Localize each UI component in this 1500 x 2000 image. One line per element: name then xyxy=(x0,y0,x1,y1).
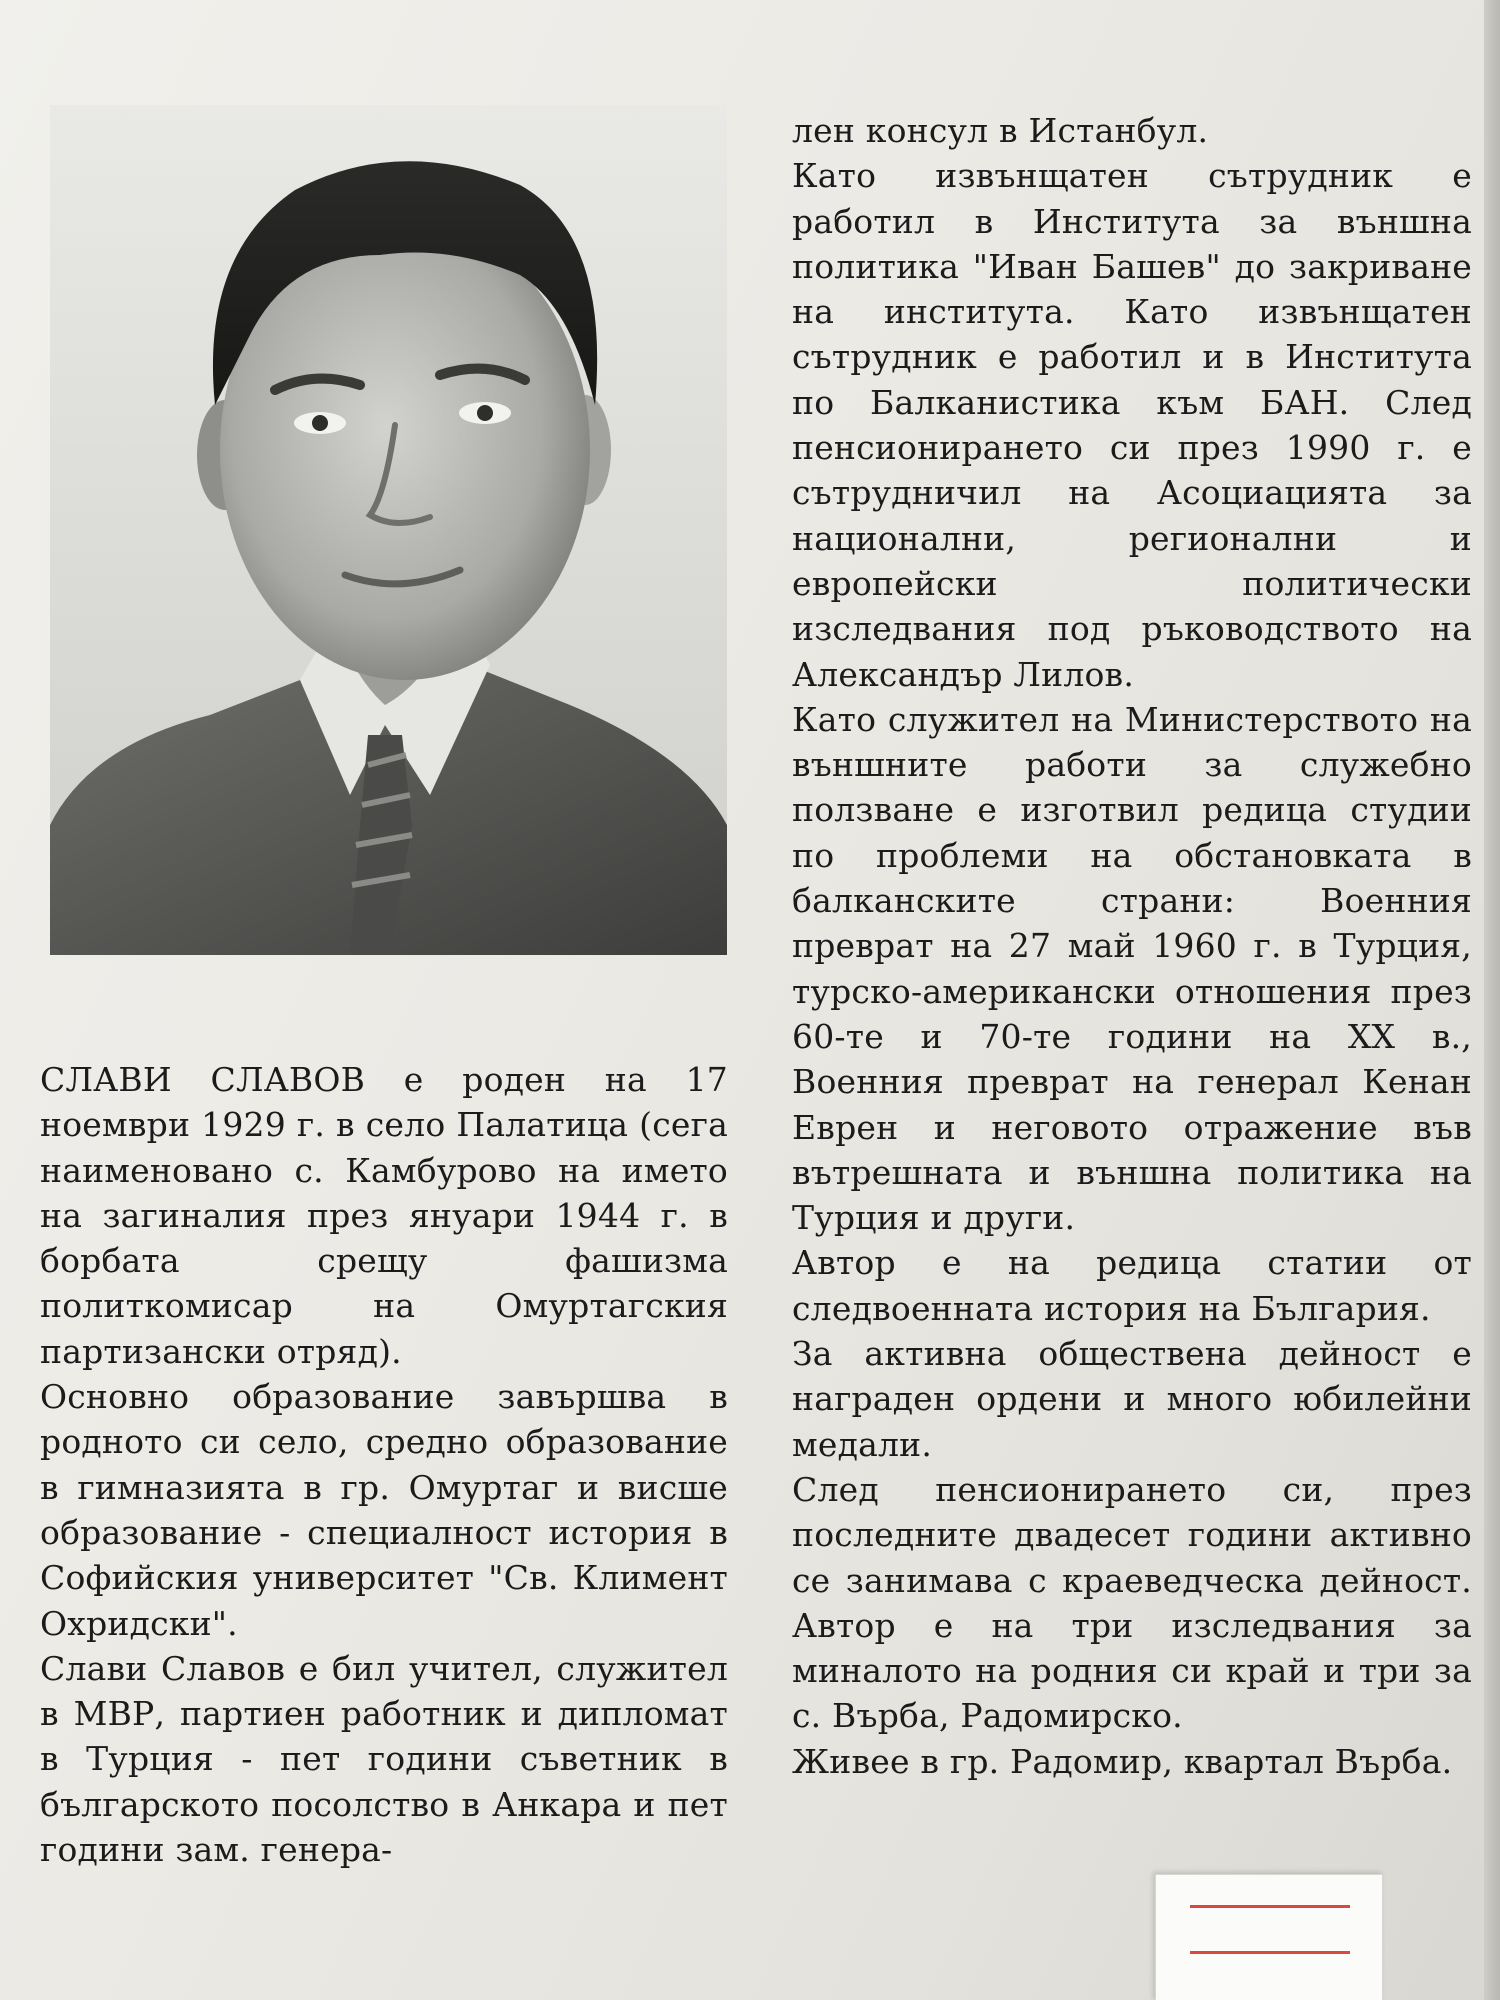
bio-paragraph: Живее в гр. Радомир, квартал Върба. xyxy=(792,1741,1453,1781)
bio-paragraph: Като извънщатен сътрудник е работил в Института за външна политика "Иван Башев" до закриване на института. Като извънщатен сътрудник е работил и в Института по Балканистика към БАН. След пенсионирането си през 1990 г. е сътрудничил на Асоциацията за национални, регионални и европейски политически изследвания под ръководството на Александър Лилов. xyxy=(792,156,1472,694)
bio-paragraph: За активна обществена дейност е награден ордени и много юбилейни медали. xyxy=(792,1334,1472,1464)
bio-paragraph: СЛАВИ СЛАВОВ е роден на 17 ноември 1929 г. в село Палатица (сега наименовано с. Камбурово на името на загиналия през януари 1944 г. в борбата срещу фашизма политкомисар на Омуртагския партизански отряд). xyxy=(40,1060,728,1371)
page-edge xyxy=(1484,0,1500,2000)
bio-paragraph: лен консул в Истанбул. xyxy=(792,111,1209,150)
bio-paragraph: Като служител на Министерството на външните работи за служебно ползване е изготвил редица студии по проблеми на обстановката в балканските страни: Военния преврат на 27 май 1960 г. в Турция, турско-американски отношения през 60-те и 70-те години на XX в., Военния преврат на генерал Кенан Еврен и неговото отражение във вътрешната и външна политика на Турция и други. xyxy=(792,699,1472,1238)
library-sticker xyxy=(1155,1874,1383,2000)
bio-paragraph: Слави Славов е бил учител, служител в МВР, партиен работник и дипломат в Турция - пет години съветник в българското посолство в Анкара и пет години зам. генера- xyxy=(40,1648,728,1870)
biography-right-column xyxy=(792,108,1472,1784)
portrait-illustration xyxy=(50,105,727,955)
portrait-photo xyxy=(50,105,727,955)
bio-paragraph: Основно образование завършва в родното си село, средно образование в гимназията в гр. Омуртаг и висше образование - специалност история в Софийския университет "Св. Климент Охридски". xyxy=(40,1377,728,1643)
bio-paragraph: Автор е на редица статии от следвоенната история на България. xyxy=(792,1243,1472,1328)
sticker-line xyxy=(1190,1951,1350,1954)
biography-left-column xyxy=(40,1057,728,1872)
sticker-line xyxy=(1190,1905,1350,1908)
bio-paragraph: След пенсионирането си, през последните двадесет години активно се занимава с краеведческа дейност. Автор е на три изследвания за миналото на родния си край и три за с. Върба, Радомирско. xyxy=(792,1469,1472,1736)
